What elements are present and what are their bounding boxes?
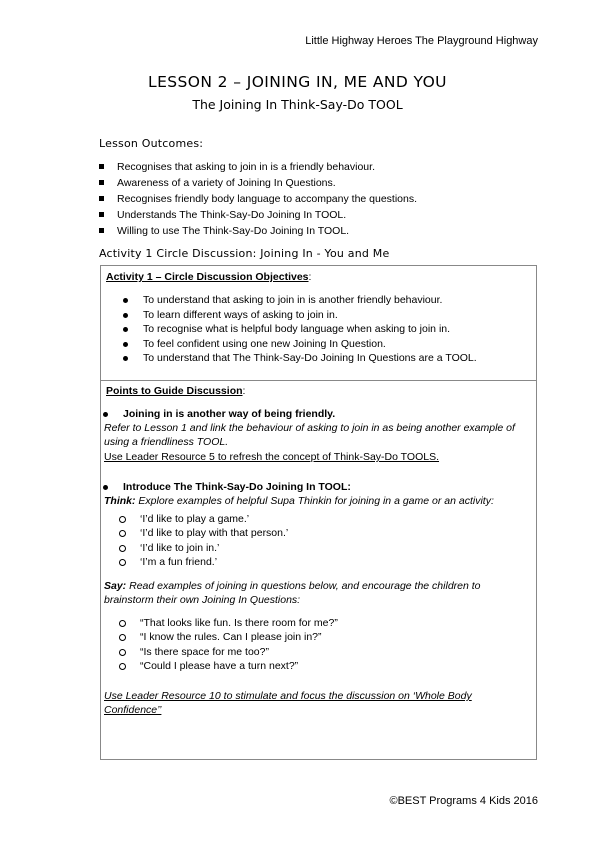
bullet-circle-icon [119, 634, 126, 641]
lesson-title: LESSON 2 – JOINING IN, ME AND YOU [148, 73, 447, 91]
point1-text: Refer to Lesson 1 and link the behaviour of asking to join in as being another example of using a friendliness TOOL. [104, 422, 515, 448]
list-item: To recognise what is helpful body language when asking to join in. [121, 322, 477, 337]
point2-title: Introduce The Think-Say-Do Joining In TOOL: [123, 480, 351, 494]
list-item: “Could I please have a turn next?” [118, 659, 338, 673]
bullet-dot-icon [123, 342, 128, 347]
guide-title: Points to Guide Discussion: [106, 385, 246, 397]
bullet-circle-icon [119, 559, 126, 566]
list-item: To understand that The Think-Say-Do Joining In Questions are a TOOL. [121, 351, 477, 366]
list-item: ‘I’d like to play with that person.’ [118, 526, 288, 540]
bullet-circle-icon [119, 530, 126, 537]
running-header: Little Highway Heroes The Playground Highway [305, 35, 538, 47]
bullet-square-icon [99, 164, 104, 169]
list-item: Understands The Think-Say-Do Joining In TOOL. [99, 207, 417, 223]
bullet-circle-icon [119, 620, 126, 627]
list-item: “Is there space for me too?” [118, 645, 338, 659]
bullet-square-icon [99, 228, 104, 233]
list-item: Awareness of a variety of Joining In Questions. [99, 175, 417, 191]
activity-box [100, 265, 537, 760]
objectives-list [121, 293, 477, 366]
bullet-circle-icon [119, 663, 126, 670]
think-examples-list [118, 512, 288, 570]
bullet-square-icon [99, 180, 104, 185]
point1-title: Joining in is another way of being friendly. [123, 407, 335, 421]
bullet-dot-icon [123, 313, 128, 318]
list-item: “That looks like fun. Is there room for me?” [118, 616, 338, 630]
list-item: To learn different ways of asking to join in. [121, 308, 477, 323]
leader-resource-5-note: Use Leader Resource 5 to refresh the concept of Think-Say-Do TOOLS. [104, 451, 440, 463]
bullet-square-icon [99, 212, 104, 217]
outcomes-heading: Lesson Outcomes: [99, 137, 204, 150]
list-item: To feel confident using one new Joining In Question. [121, 337, 477, 352]
list-item: Recognises friendly body language to accompany the questions. [99, 191, 417, 207]
copyright-footer: ©BEST Programs 4 Kids 2016 [389, 795, 538, 807]
say-examples-list [118, 616, 338, 674]
list-item: ‘I’d like to join in.’ [118, 541, 288, 555]
bullet-dot-icon [103, 412, 108, 417]
bullet-circle-icon [119, 516, 126, 523]
objectives-title: Activity 1 – Circle Discussion Objectives: [106, 271, 312, 283]
think-line: Think: Explore examples of helpful Supa Thinkin for joining in a game or an activity: [104, 495, 494, 507]
list-item: ‘I’m a fun friend.’ [118, 555, 288, 569]
leader-resource-10-note: Use Leader Resource 10 to stimulate and focus the discussion on ‘Whole Body Confidence’’ [104, 690, 472, 716]
say-line: Say: Read examples of joining in questions below, and encourage the children to brainstorm their own Joining In Questions: [104, 580, 481, 606]
outcomes-list [99, 159, 417, 239]
bullet-dot-icon [123, 327, 128, 332]
list-item: Recognises that asking to join in is a friendly behaviour. [99, 159, 417, 175]
list-item: “I know the rules. Can I please join in?” [118, 630, 338, 644]
list-item: Willing to use The Think-Say-Do Joining In TOOL. [99, 223, 417, 239]
lesson-subtitle: The Joining In Think-Say-Do TOOL [192, 97, 403, 112]
bullet-square-icon [99, 196, 104, 201]
bullet-dot-icon [103, 485, 108, 490]
bullet-circle-icon [119, 545, 126, 552]
bullet-circle-icon [119, 649, 126, 656]
list-item: ‘I’d like to play a game.’ [118, 512, 288, 526]
list-item: To understand that asking to join in is another friendly behaviour. [121, 293, 477, 308]
activity-heading: Activity 1 Circle Discussion: Joining In - You and Me [99, 247, 390, 260]
bullet-dot-icon [123, 356, 128, 361]
section-divider [101, 380, 536, 381]
bullet-dot-icon [123, 298, 128, 303]
